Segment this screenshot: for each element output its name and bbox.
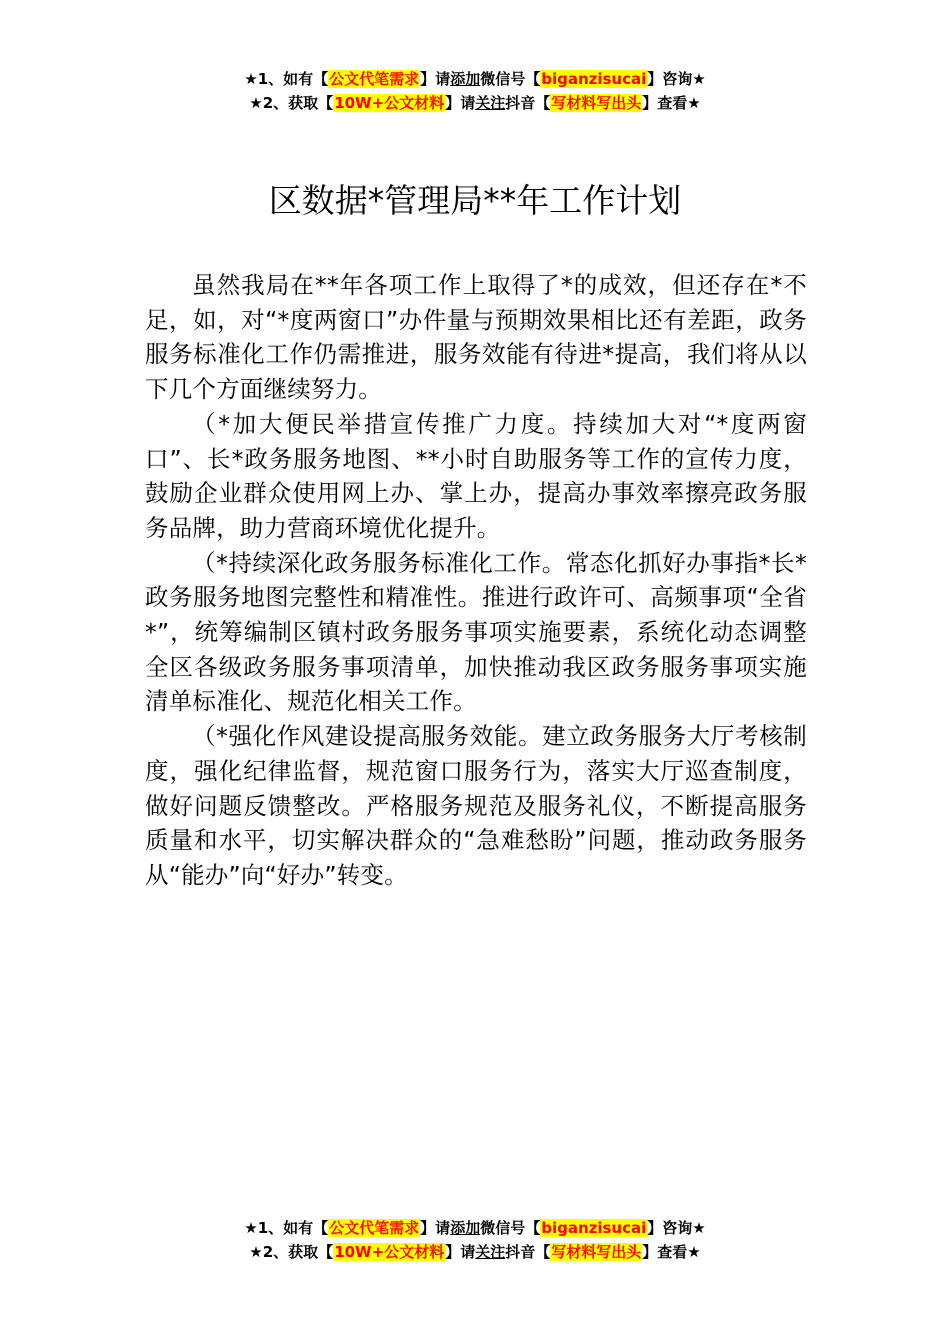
promo-emphasis: 添加 [450, 70, 481, 88]
promo-text: 抖音【 [505, 94, 551, 112]
promo-highlight: 10W+公文材料 [334, 1243, 445, 1261]
promo-emphasis: 关注 [475, 1243, 506, 1261]
promo-emphasis: 关注 [475, 94, 506, 112]
promo-highlight: 公文代笔需求 [329, 70, 420, 88]
wechat-id-highlight: biganzisucai [541, 1219, 647, 1237]
promo-highlight: 公文代笔需求 [329, 1219, 420, 1237]
document-title: 区数据*管理局**年工作计划 [268, 181, 682, 220]
wechat-id-highlight: biganzisucai [541, 70, 647, 88]
promo-footer [0, 1216, 950, 1264]
promo-text: 】请 [420, 1219, 451, 1237]
promo-text: 微信号【 [480, 1219, 541, 1237]
paragraph-item-2: （*持续深化政务服务标准化工作。常态化抓好办事指*长*政务服务地图完整性和精准性。推进行政许可、高频事项“全省*”，统筹编制区镇村政务服务事项实施要素，系统化动态调整全区各级政务服务事项清单，加快推动我区政务服务事项实施清单标准化、规范化相关工作。 [145, 548, 807, 716]
promo-text: 微信号【 [480, 70, 541, 88]
promo-text: 】请 [445, 94, 476, 112]
promo-text: 】咨询★ [647, 1219, 706, 1237]
promo-text: 】请 [420, 70, 451, 88]
douyin-account-highlight: 写材料写出头 [551, 1243, 642, 1261]
promo-text: 】查看★ [642, 1243, 701, 1261]
paragraph-item-3: （*强化作风建设提高服务效能。建立政务服务大厅考核制度，强化纪律监督，规范窗口服务行为，落实大厅巡查制度，做好问题反馈整改。严格服务规范及服务礼仪，不断提高服务质量和水平，切实解决群众的“急难愁盼”问题，推动政务服务从“能办”向“好办”转变。 [145, 722, 807, 889]
promo-text: 抖音【 [505, 1243, 551, 1261]
promo-text: ★2、获取【 [249, 94, 334, 112]
promo-header [0, 67, 950, 115]
paragraph-intro: 虽然我局在**年各项工作上取得了*的成效，但还存在*不足，如，对“*度两窗口”办件量与预期效果相比还有差距，政务服务标准化工作仍需推进，服务效能有待进*提高，我们将从以下几个方面继续努力。 [145, 271, 807, 404]
promo-highlight: 10W+公文材料 [334, 94, 445, 112]
document-body [145, 268, 807, 893]
promo-emphasis: 添加 [450, 1219, 481, 1237]
promo-line-2 [0, 91, 950, 115]
douyin-account-highlight: 写材料写出头 [551, 94, 642, 112]
promo-line-2 [0, 1240, 950, 1264]
promo-text: ★1、如有【 [244, 1219, 329, 1237]
promo-line-1 [0, 67, 950, 91]
promo-line-1 [0, 1216, 950, 1240]
promo-text: 】咨询★ [647, 70, 706, 88]
promo-text: ★1、如有【 [244, 70, 329, 88]
promo-text: 】请 [445, 1243, 476, 1261]
promo-text: ★2、获取【 [249, 1243, 334, 1261]
paragraph-item-1: （*加大便民举措宣传推广力度。持续加大对“*度两窗口”、长*政务服务地图、**小时自助服务等工作的宣传力度，鼓励企业群众使用网上办、掌上办，提高办事效率擦亮政务服务品牌，助力营商环境优化提升。 [145, 409, 807, 542]
promo-text: 】查看★ [642, 94, 701, 112]
